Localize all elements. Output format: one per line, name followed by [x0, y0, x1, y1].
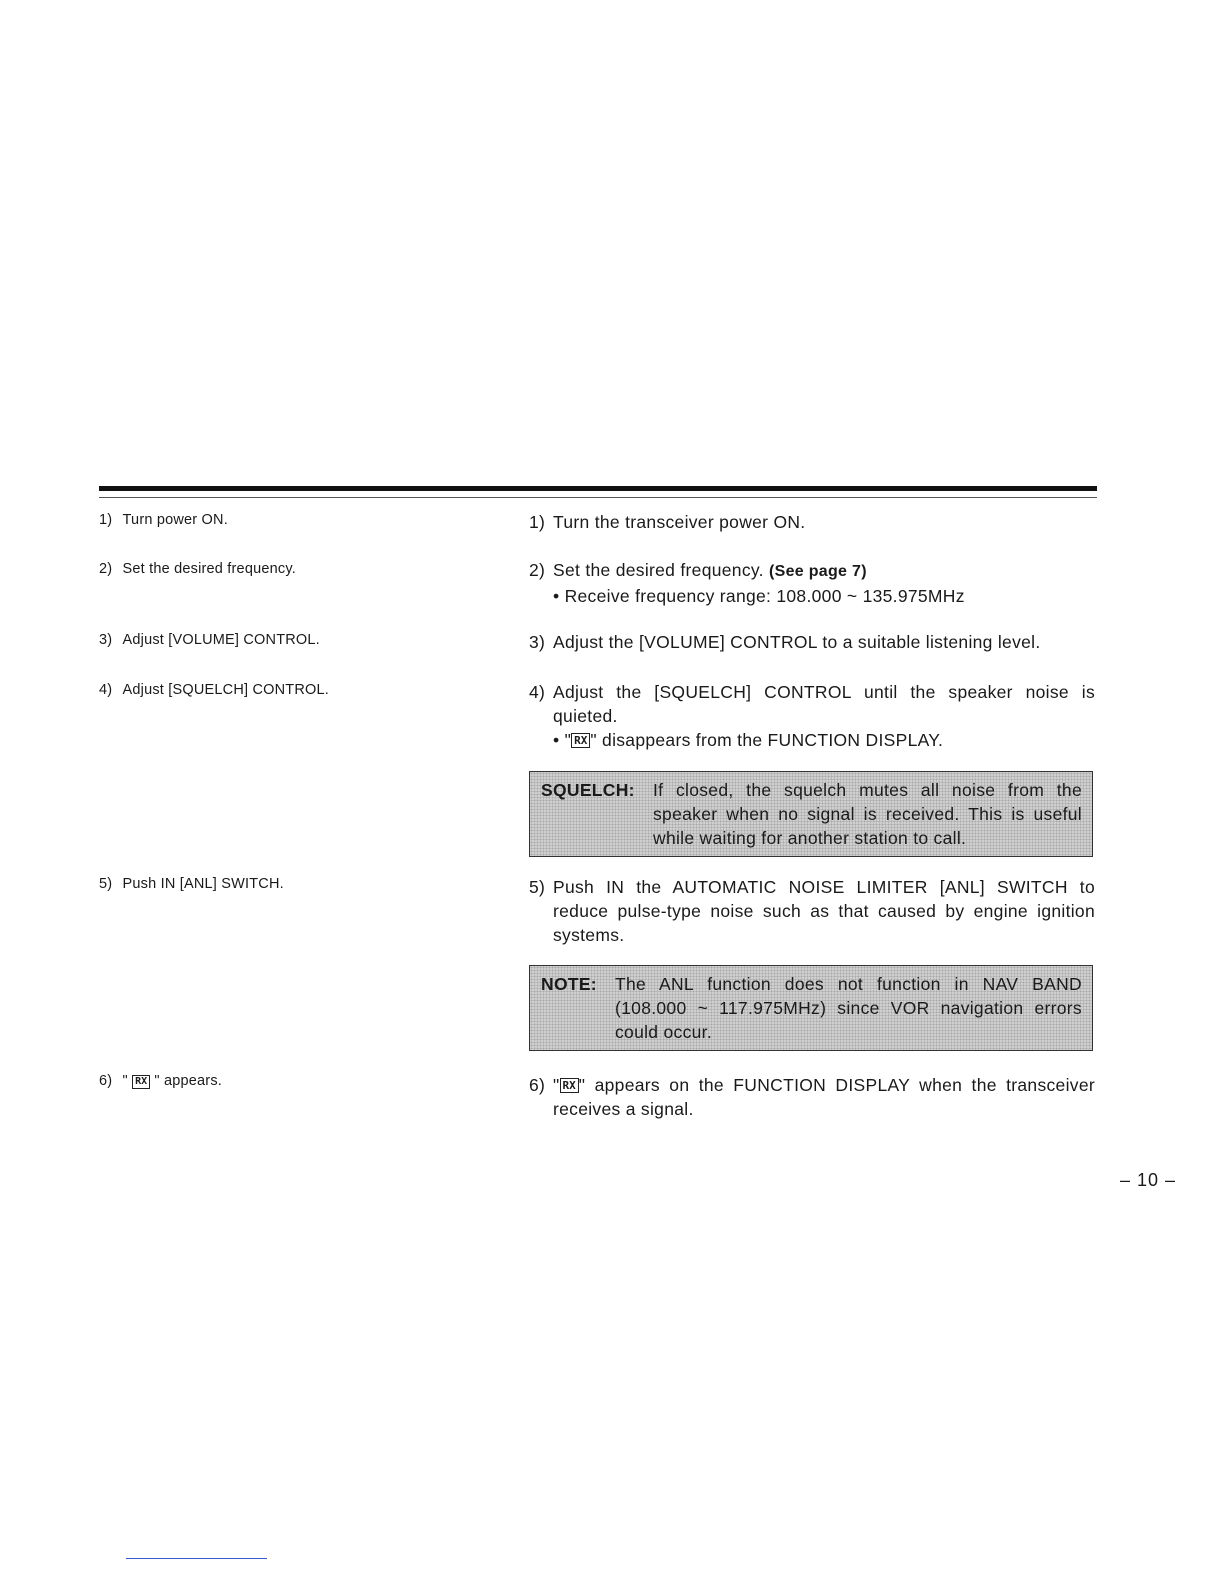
step-text-pre: " [553, 1075, 560, 1095]
right-step-3 [529, 630, 1095, 654]
squelch-label: SQUELCH: [541, 780, 635, 800]
step-number: 5) [99, 876, 113, 892]
bullet-post: " disappears from the FUNCTION DISPLAY. [590, 730, 944, 750]
step-number: 2) [529, 560, 546, 580]
left-step-3 [99, 632, 320, 648]
left-step-4 [99, 682, 329, 698]
left-step-5 [99, 876, 284, 892]
step-text: Turn the transceiver power ON. [553, 512, 806, 532]
step-number: 3) [99, 632, 113, 648]
step-number: 6) [99, 1073, 113, 1089]
step-number: 6) [529, 1075, 546, 1095]
step-text: Push IN [ANL] SWITCH. [122, 876, 284, 892]
right-step-1 [529, 510, 1095, 534]
step-text: Push IN the AUTOMATIC NOISE LIMITER [ANL] SWITCH to reduce pulse-type noise such as that caused by engine ignition systems. [553, 877, 1095, 945]
step-number: 1) [529, 512, 546, 532]
step-text [553, 558, 1095, 584]
left-step-1 [99, 512, 228, 528]
note-text: The ANL function does not function in NAV BAND (108.000 ~ 117.975MHz) since VOR navigation errors could occur. [615, 974, 1082, 1042]
step-text-pre: " [122, 1073, 128, 1089]
step-text: Set the desired frequency. [122, 561, 296, 577]
step-number: 3) [529, 632, 546, 652]
header-rule-thin [99, 497, 1097, 498]
squelch-text: If closed, the squelch mutes all noise from the speaker when no signal is received. This is useful while waiting for another station to call. [653, 780, 1082, 848]
step-main-text: Set the desired frequency. [553, 560, 764, 580]
step-text-post: " appears. [154, 1073, 223, 1089]
footer-divider [126, 1558, 267, 1559]
rx-indicator-icon: RX [560, 1078, 579, 1093]
header-rule-thick [99, 486, 1097, 491]
step-number: 5) [529, 877, 546, 897]
anl-note-box [529, 965, 1093, 1051]
step-text: Adjust the [VOLUME] CONTROL to a suitable listening level. [553, 632, 1041, 652]
step-text-post: " appears on the FUNCTION DISPLAY when the transceiver receives a signal. [553, 1075, 1095, 1119]
squelch-info-box [529, 771, 1093, 857]
page-number: – 10 – [1120, 1170, 1177, 1190]
right-step-5 [529, 875, 1095, 947]
step-text: Adjust the [SQUELCH] CONTROL until the speaker noise is quieted. [553, 682, 1095, 726]
rx-disappears-bullet [553, 728, 1095, 752]
right-step-2 [529, 558, 1095, 608]
step-number: 4) [99, 682, 113, 698]
left-step-6 [99, 1073, 222, 1089]
step-text: Adjust [SQUELCH] CONTROL. [122, 682, 329, 698]
step-number: 2) [99, 561, 113, 577]
right-step-6 [529, 1073, 1095, 1121]
bullet-pre: • " [553, 730, 572, 750]
step-text: Turn power ON. [122, 512, 228, 528]
note-label: NOTE: [541, 974, 597, 994]
page-reference: (See page 7) [768, 563, 867, 580]
step-text: Adjust [VOLUME] CONTROL. [122, 632, 320, 648]
rx-indicator-icon: RX [571, 733, 590, 748]
frequency-range-bullet: • Receive frequency range: 108.000 ~ 135.975MHz [553, 586, 965, 606]
rx-indicator-icon: RX [132, 1075, 150, 1089]
step-number: 4) [529, 682, 546, 702]
left-step-2 [99, 561, 296, 577]
step-number: 1) [99, 512, 113, 528]
step-text [553, 1073, 1095, 1121]
right-step-4 [529, 680, 1095, 752]
